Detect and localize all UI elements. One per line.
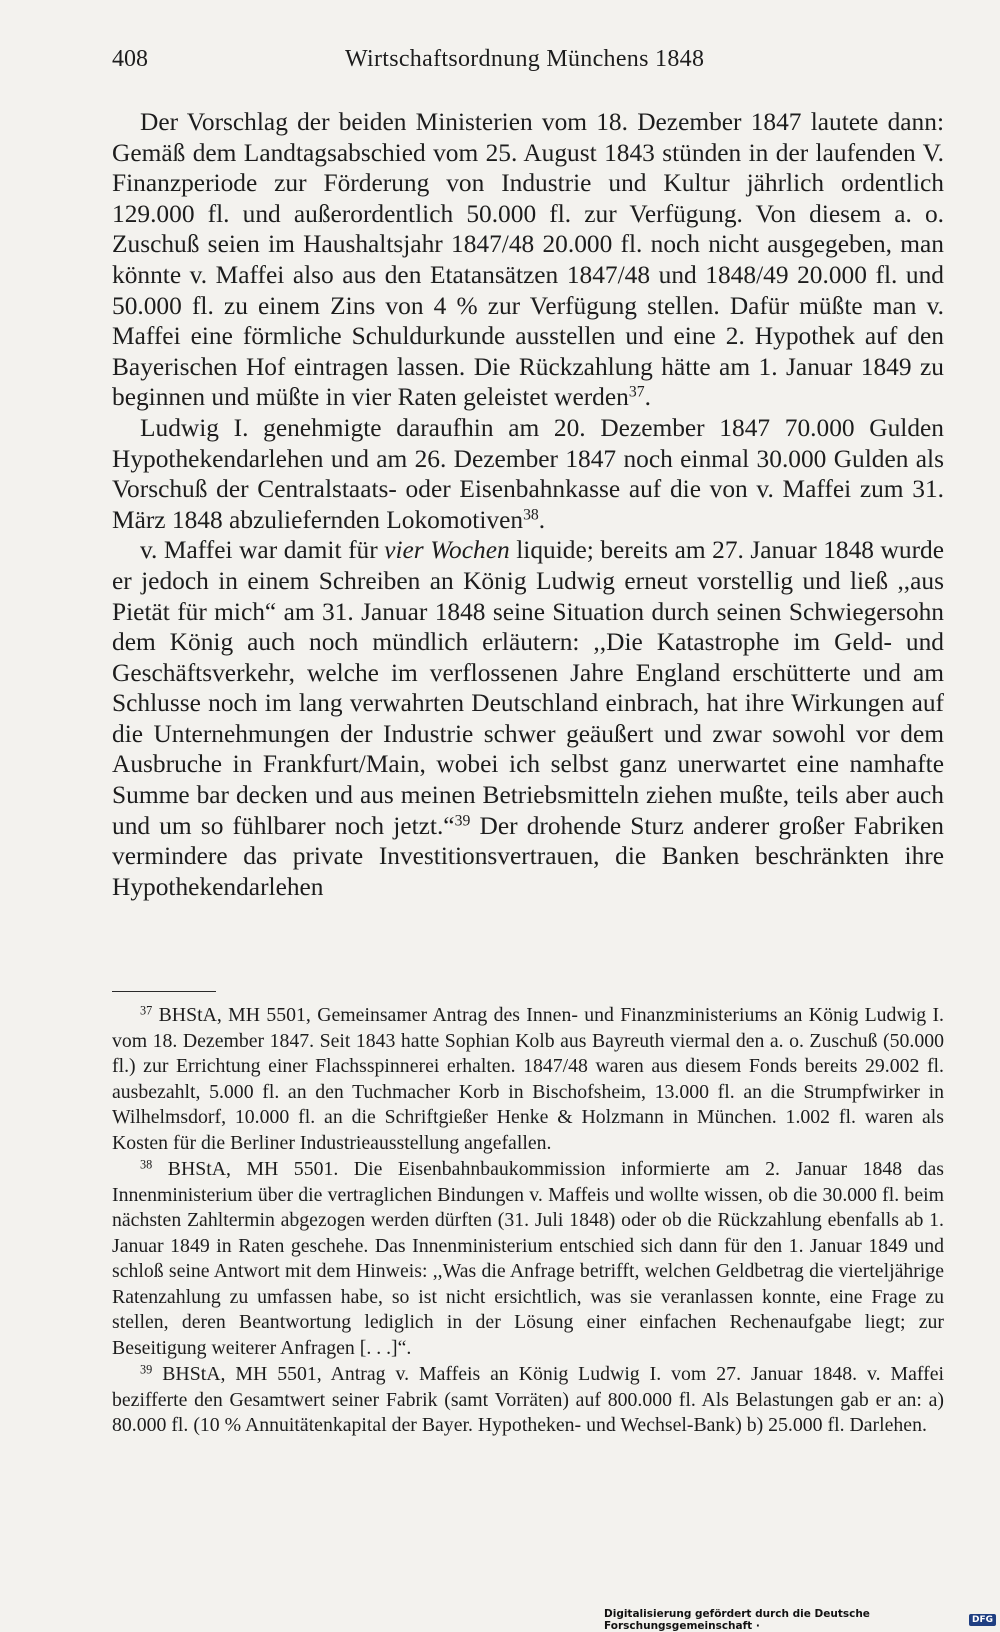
footnote-number: 39 <box>140 1362 153 1377</box>
paragraph-3: v. Maffei war damit für vier Wochen liquide; bereits am 27. Januar 1848 wurde er jedoch in einem Schreiben an König Ludwig erneut vorstellig und ließ ,,aus Pietät für mich“ am 31. Januar 1848 seine Situation durch seinen Schwiegersohn dem König auch noch mündlich erläutern: ,,Die Katastrophe im Geld- und Geschäftsverkehr, welche im verflossenen Jahre England erschütterte und am Schlusse noch im lang verwahrten Deutschland einbrach, hat ihre Wirkungen auf die Unternehmungen der Industrie schwer geäußert und zwar sowohl vor dem Ausbruche in Frankfurt/Main, wobei ich selbst ganz unerwartet eine namhafte Summe bar decken und aus meinen Betriebsmitteln ziehen mußte, teils aber auch und um so fühlbarer noch jetzt.“$^{39}$ Der drohende Sturz anderer großer Fabriken vermindere das private Investitionsvertrauen, die Banken beschränkten ihre Hypothekendarlehen <box>112 536 944 901</box>
funding-notice: Digitalisierung gefördert durch die Deutsche Forschungsgemeinschaft · <box>604 1608 870 1632</box>
footnote-38 <box>112 1157 944 1361</box>
page-number: 408 <box>112 46 148 72</box>
footnote-divider <box>112 991 216 992</box>
footnote-ref-37[interactable]: 37 <box>628 383 645 401</box>
paragraph-1: Der Vorschlag der beiden Ministerien vom 18. Dezember 1847 lautete dann: Gemäß dem Landtagsabschied vom 25. August 1843 stünden in der laufenden V. Finanzperiode zur Förderung von Industrie und Kultur jährlich ordentlich 129.000 fl. und außerordentlich 50.000 fl. zur Verfügung. Von diesem a. o. Zuschuß seien im Haushaltsjahr 1847/48 20.000 fl. noch nicht ausgegeben, man könnte v. Maffei also aus den Etatansätzen 1847/48 und 1848/49 20.000 fl. und 50.000 fl. zu einem Zins von 4 % zur Verfügung stellen. Dafür müßte man v. Maffei eine förmliche Schuldurkunde ausstellen und eine 2. Hypothek auf den Bayerischen Hof eintragen lassen. Die Rückzahlung hätte am 1. Januar 1849 zu beginnen und müßte in vier Raten geleistet werden$^{37}$. <box>112 108 944 412</box>
footnote-number: 38 <box>140 1157 153 1172</box>
funding-footer <box>604 1608 996 1632</box>
footnote-39 <box>112 1362 944 1439</box>
footnote-text: BHStA, MH 5501, Gemeinsamer Antrag des Innen- und Finanzministeriums an König Ludwig I. vom 18. Dezember 1847. Seit 1843 hatte Sophian Kolb aus Bayreuth viermal den a. o. Zuschuß (50.000 fl.) zur Errichtung einer Flachsspinnerei erhalten. 1847/48 waren aus diesem Fonds bereits 29.002 fl. ausbezahlt, 5.000 fl. an den Tuchmacher Korb in Bischofsheim, 13.000 fl. an die Strumpfwirker in Wilhelmsdorf, 10.000 fl. an die Schriftgießer Henke & Holzmann in München. 1.002 fl. waren als Kosten für die Berliner Industrieausstellung angefallen. <box>112 1004 944 1154</box>
footnote-text: BHStA, MH 5501. Die Eisenbahnbaukommission informierte am 2. Januar 1848 das Innenministerium über die vertraglichen Bindungen v. Maffeis und wollte wissen, ob die 30.000 fl. beim nächsten Zahltermin abgezogen werden dürften (31. Juli 1848) oder ob die Rückzahlung ebenfalls ab 1. Januar 1849 in Raten geschehe. Das Innenministerium entschied sich dann für den 1. Januar 1849 und schloß seine Antwort mit dem Hinweis: ,,Was die Anfrage betrifft, welchen Geldbetrag die vierteljährige Ratenzahlung zu umfassen habe, so ist nicht ersichtlich, was sie veranlassen konnte, eine Frage zu stellen, deren Beantwortung lediglich in der Lösung einer einfachen Rechenaufgabe liegt; zur Beseitigung weiterer Anfragen [. . .]“. <box>112 1158 944 1359</box>
page-header <box>112 46 944 80</box>
footnotes <box>112 1003 944 1440</box>
running-head: Wirtschaftsordnung Münchens 1848 <box>345 46 705 72</box>
footnote-ref-38[interactable]: 38 <box>523 506 539 524</box>
footnote-number: 37 <box>140 1003 153 1018</box>
footnote-ref-39[interactable]: 39 <box>454 812 471 829</box>
paragraph-2: Ludwig I. genehmigte daraufhin am 20. Dezember 1847 70.000 Gulden Hypothekendarlehen und am 26. Dezember 1847 noch einmal 30.000 Gulden als Vorschuß der Centralstaats- oder Eisenbahnkasse auf die von v. Maffei zum 31. März 1848 abzuliefernden Lokomotiven$^{38}$. <box>112 413 944 534</box>
footnote-37 <box>112 1003 944 1156</box>
dfg-logo[interactable]: DFG <box>969 1614 996 1626</box>
main-text <box>112 107 944 902</box>
emphasis: vier Wochen <box>384 536 510 565</box>
footnote-text: BHStA, MH 5501, Antrag v. Maffeis an König Ludwig I. vom 27. Januar 1848. v. Maffei bezifferte den Gesamtwert seiner Fabrik (samt Vorräten) auf 800.000 fl. Als Belastungen gab er an: a) 80.000 fl. (10 % Annuitätenkapital der Bayer. Hypotheken- und Wechsel-Bank) b) 25.000 fl. Darlehen. <box>112 1363 944 1436</box>
